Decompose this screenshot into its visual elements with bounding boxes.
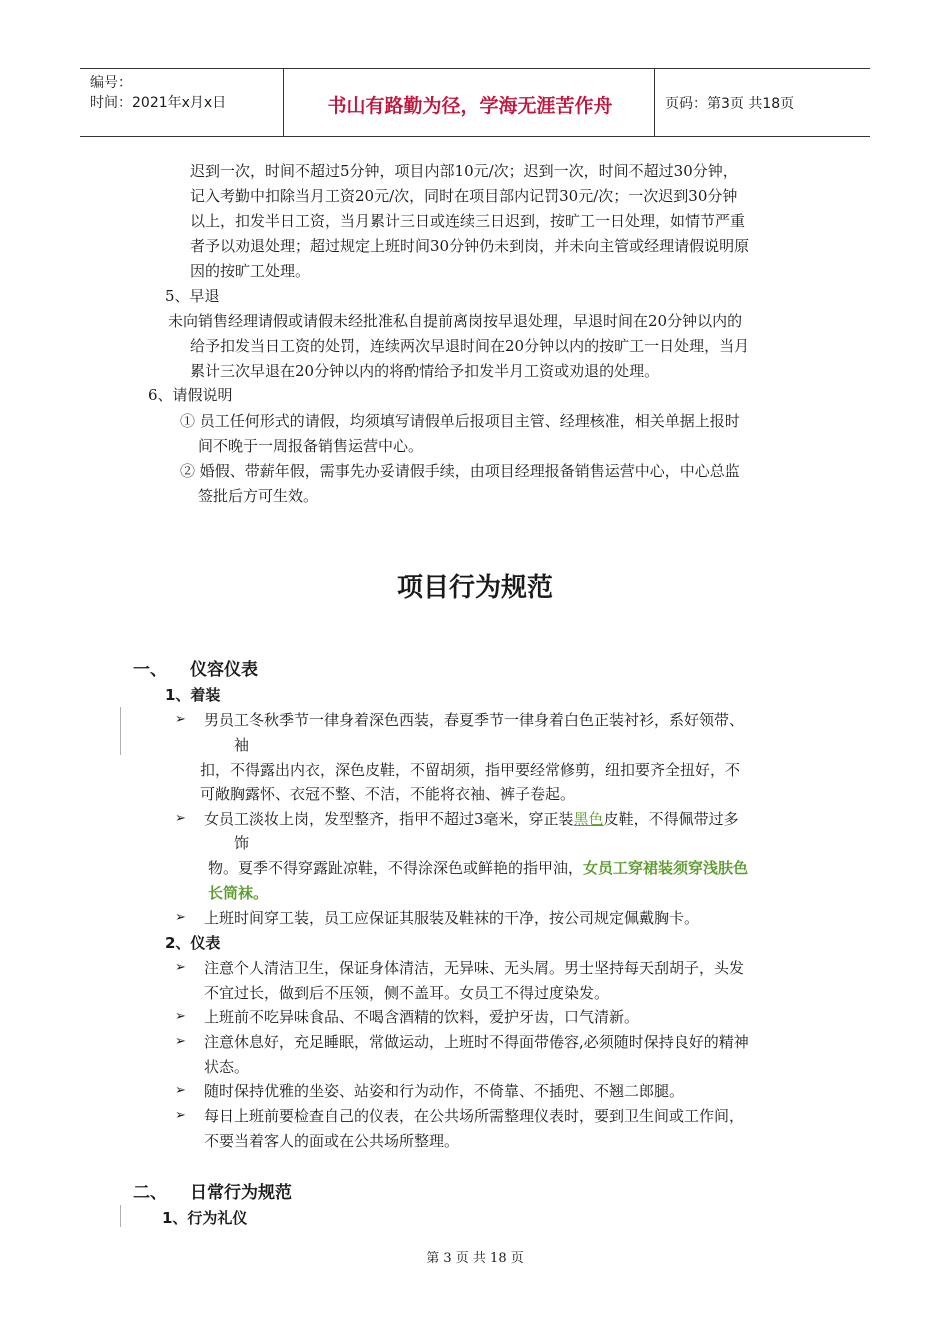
bullet-icon: ➢ (175, 960, 186, 975)
leave-item-2-cont: 签批后方可生效。 (198, 487, 319, 505)
appearance-item-cont: 不宜过长，做到后不压领，侧不盖耳。女员工不得过度染发。 (204, 984, 610, 1002)
dress-men-line: 扣，不得露出内衣，深色皮鞋，不留胡须，指甲要经常修剪，纽扣要齐全扭好，不 (200, 761, 741, 779)
header-divider (283, 69, 284, 136)
dress-men-line: 袖 (234, 736, 250, 754)
margin-bar (120, 707, 121, 755)
stockings-highlight: 长筒袜。 (208, 884, 269, 902)
page-header (80, 68, 870, 137)
leave-item-1: ① 员工任何形式的请假，均须填写请假单后报项目主管、经理核准，相关单据上报时 (180, 412, 740, 430)
bullet-icon: ➢ (175, 1034, 186, 1049)
late-rule-line: 迟到一次，时间不超过5分钟，项目内部10元/次；迟到一次，时间不超过30分钟， (190, 162, 738, 180)
header-page-info: 页码：第3页 共18页 (665, 96, 795, 112)
dress-women-text: 皮鞋，不得佩带过多 (603, 810, 739, 828)
header-time: 时间：2021年x月x日 (90, 95, 227, 111)
dress-women-line: 饰 (234, 834, 250, 852)
dress-women-text: 女员工淡妆上岗，发型整齐，指甲不超过3毫米，穿正装 (204, 810, 574, 828)
late-rule-line: 者予以劝退处理；超过规定上班时间30分钟仍未到岗，并未向主管或经理请假说明原 (190, 237, 750, 255)
section1-number: 一、 (133, 660, 167, 680)
dress-men-line: 男员工冬秋季节一律身着深色西装，春夏季节一律身着白色正装衬衫，系好领带、 (204, 711, 745, 729)
leave-item-1-cont: 间不晚于一周报备销售运营中心。 (198, 437, 424, 455)
header-number: 编号： (90, 75, 132, 91)
late-rule-line: 记入考勤中扣除当月工资20元/次，同时在项目部内记罚30元/次；一次迟到30分钟 (190, 187, 738, 205)
late-rule-line: 以上，扣发半日工资，当月累计三日或连续三日迟到，按旷工一日处理，如情节严重 (190, 212, 746, 230)
page-title: 项目行为规范 (396, 573, 553, 603)
early-leave-heading: 5、早退 (165, 287, 220, 305)
etiquette-heading: 1、行为礼仪 (162, 1209, 248, 1227)
dress-uniform-line: 上班时间穿工装，员工应保证其服装及鞋袜的干净，按公司规定佩戴胸卡。 (204, 909, 700, 927)
bullet-icon: ➢ (175, 1083, 186, 1098)
dress-women-line (208, 857, 748, 879)
appearance-item-cont: 状态。 (204, 1058, 250, 1076)
early-leave-line: 给予扣发当日工资的处罚，连续两次早退时间在20分钟以内的按旷工一日处理，当月 (190, 337, 750, 355)
leave-heading: 6、请假说明 (148, 386, 233, 404)
black-color-link[interactable]: 黑色 (573, 810, 604, 828)
section2-number: 二、 (133, 1183, 167, 1203)
dress-women-text: 物。夏季不得穿露趾凉鞋，不得涂深色或鲜艳的指甲油， (208, 859, 584, 877)
header-meta (90, 73, 226, 113)
bullet-icon: ➢ (175, 712, 186, 727)
bullet-icon: ➢ (175, 1009, 186, 1024)
appearance-item-cont: 不要当着客人的面或在公共场所整理。 (204, 1132, 460, 1150)
early-leave-line: 未向销售经理请假或请假未经批准私自提前离岗按早退处理，早退时间在20分钟以内的 (168, 312, 743, 330)
stockings-highlight: 女员工穿裙装须穿浅肤色 (583, 859, 749, 877)
page-footer: 第 3 页 共 18 页 (426, 1251, 524, 1266)
section1-heading: 仪容仪表 (190, 660, 258, 680)
appearance-item: 每日上班前要检查自己的仪表，在公共场所需整理仪表时，要到卫生间或工作间， (204, 1107, 745, 1125)
bullet-icon: ➢ (175, 811, 186, 826)
appearance-item: 上班前不吃异味食品、不喝含酒精的饮料，爱护牙齿，口气清新。 (204, 1008, 640, 1026)
leave-item-2: ② 婚假、带薪年假，需事先办妥请假手续，由项目经理报备销售运营中心，中心总监 (180, 462, 740, 480)
margin-bar (120, 1205, 121, 1227)
appearance-item: 注意个人清洁卫生，保证身体清洁，无异味、无头屑。男士坚持每天刮胡子，头发 (204, 959, 745, 977)
dress-heading: 1、着装 (165, 686, 221, 704)
bullet-icon: ➢ (175, 1108, 186, 1123)
appearance-heading: 2、仪表 (165, 934, 221, 952)
header-motto: 书山有路勤为径，学海无涯苦作舟 (327, 95, 613, 117)
late-rule-line: 因的按旷工处理。 (190, 262, 311, 280)
early-leave-line: 累计三次早退在20分钟以内的将酌情给予扣发半月工资或劝退的处理。 (190, 362, 660, 380)
dress-women-line (204, 808, 739, 830)
appearance-item: 注意休息好，充足睡眠，常做运动，上班时不得面带倦容,必须随时保持良好的精神 (204, 1033, 749, 1051)
appearance-item: 随时保持优雅的坐姿、站姿和行为动作，不倚靠、不插兜、不翘二郎腿。 (204, 1082, 685, 1100)
section2-heading: 日常行为规范 (190, 1183, 292, 1203)
dress-men-line: 可敞胸露怀、衣冠不整、不洁，不能将衣袖、裤子卷起。 (200, 785, 576, 803)
bullet-icon: ➢ (175, 910, 186, 925)
